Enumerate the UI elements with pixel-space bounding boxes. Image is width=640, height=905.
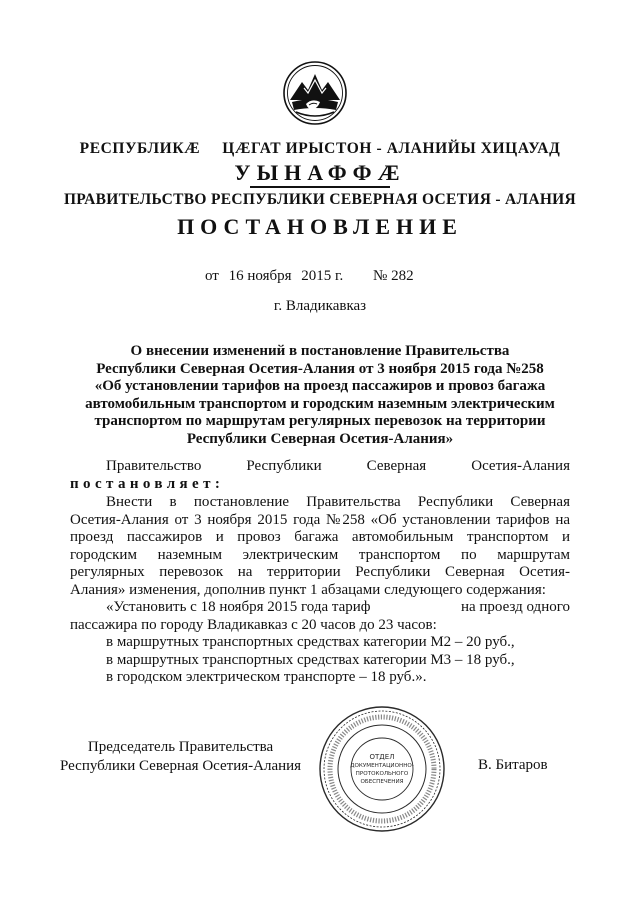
decree-number: № 282	[373, 268, 414, 284]
intro-word: Правительство	[106, 458, 202, 474]
subject-line: транспортом по маршрутам регулярных перевозок на территории	[94, 413, 546, 429]
paragraph-line: Осетия-Алания от 3 ноября 2015 года №258 «Об установлении тарифов на	[70, 511, 570, 528]
signatory-position	[60, 738, 301, 776]
decree-intro	[70, 458, 570, 493]
paragraph-line: Внести в постановление Правительства Республики Северная	[106, 494, 570, 510]
header-government: ПРАВИТЕЛЬСТВО РЕСПУБЛИКИ СЕВЕРНАЯ ОСЕТИЯ - АЛАНИЯ	[63, 191, 577, 208]
decree-date: 16 ноября	[228, 268, 292, 284]
header-decree-title: ПОСТАНОВЛЕНИЕ	[177, 214, 463, 239]
quote-fragment: на проезд одного	[460, 599, 570, 615]
subject-line: автомобильным транспортом и городским наземным электрическим	[85, 395, 555, 412]
quote-fragment: «Установить с 18 ноября 2015 года тариф	[106, 599, 371, 615]
signatory-organization: Республики Северная Осетия-Алания	[60, 758, 302, 774]
seal-text: ОТДЕЛ	[369, 753, 395, 761]
date-prefix: от	[205, 268, 219, 284]
intro-word: Республики	[246, 458, 322, 474]
paragraph-line: Алания» изменения, дополнив пункт 1 абзацами следующего содержания:	[70, 581, 546, 598]
paragraph-line: городским наземным электрическим транспортом по маршрутам	[70, 546, 570, 563]
signatory-title: Председатель Правительства	[87, 739, 274, 755]
header-government-ossetian: ЦÆГАТ ИРЫСТОН - АЛАНИЙЫ ХИЦАУАД	[222, 140, 561, 157]
paragraph-line: проезд пассажиров и провоз багажа автомобильным транспортом и	[70, 529, 570, 545]
paragraph-line: регулярных перевозок на территории Республики Северная Осетия-	[70, 564, 570, 580]
quote-line: пассажира по городу Владикавказ с 20 часов до 23 часов:	[70, 616, 437, 633]
seal-text: ОБЕСПЕЧЕНИЯ	[360, 779, 404, 785]
header-divider	[250, 186, 390, 188]
quote-line: в маршрутных транспортных средствах категории М2 – 20 руб.,	[106, 634, 515, 650]
header-unaffae: УЫНАФФÆ	[234, 160, 406, 185]
subject-line: Республики Северная Осетия-Алания»	[186, 430, 454, 447]
intro-word: Северная	[366, 458, 427, 474]
decree-paragraph	[70, 494, 570, 599]
subject-line: Республики Северная Осетия-Алания от 3 ноября 2015 года №258	[96, 360, 544, 377]
header-ossetian	[0, 140, 640, 158]
decree-quote	[70, 599, 570, 687]
quote-line: в городском электрическом транспорте – 18 руб.».	[106, 669, 427, 685]
subject-line: О внесении изменений в постановление Правительства	[130, 343, 510, 359]
decree-date-row	[205, 268, 420, 285]
header-republic-word: РЕСПУБЛИКÆ	[79, 140, 201, 157]
coat-of-arms-icon	[282, 60, 348, 126]
intro-word: Осетия-Алания	[471, 458, 570, 474]
quote-line: в маршрутных транспортных средствах категории М3 – 18 руб.,	[106, 651, 515, 668]
decrees-word: постановляет:	[70, 475, 225, 492]
quote-line	[70, 599, 570, 617]
subject-line: «Об установлении тарифов на проезд пассажиров и провоз багажа	[94, 378, 546, 394]
signatory-name: В. Битаров	[478, 757, 548, 773]
decree-subject	[60, 343, 580, 448]
seal-text: ДОКУМЕНТАЦИОННО-	[350, 763, 414, 769]
decree-year: 2015 г.	[301, 268, 344, 284]
seal-text: ПРОТОКОЛЬНОГО	[355, 771, 409, 777]
official-seal	[318, 705, 446, 833]
decree-city: г. Владикавказ	[273, 298, 367, 314]
